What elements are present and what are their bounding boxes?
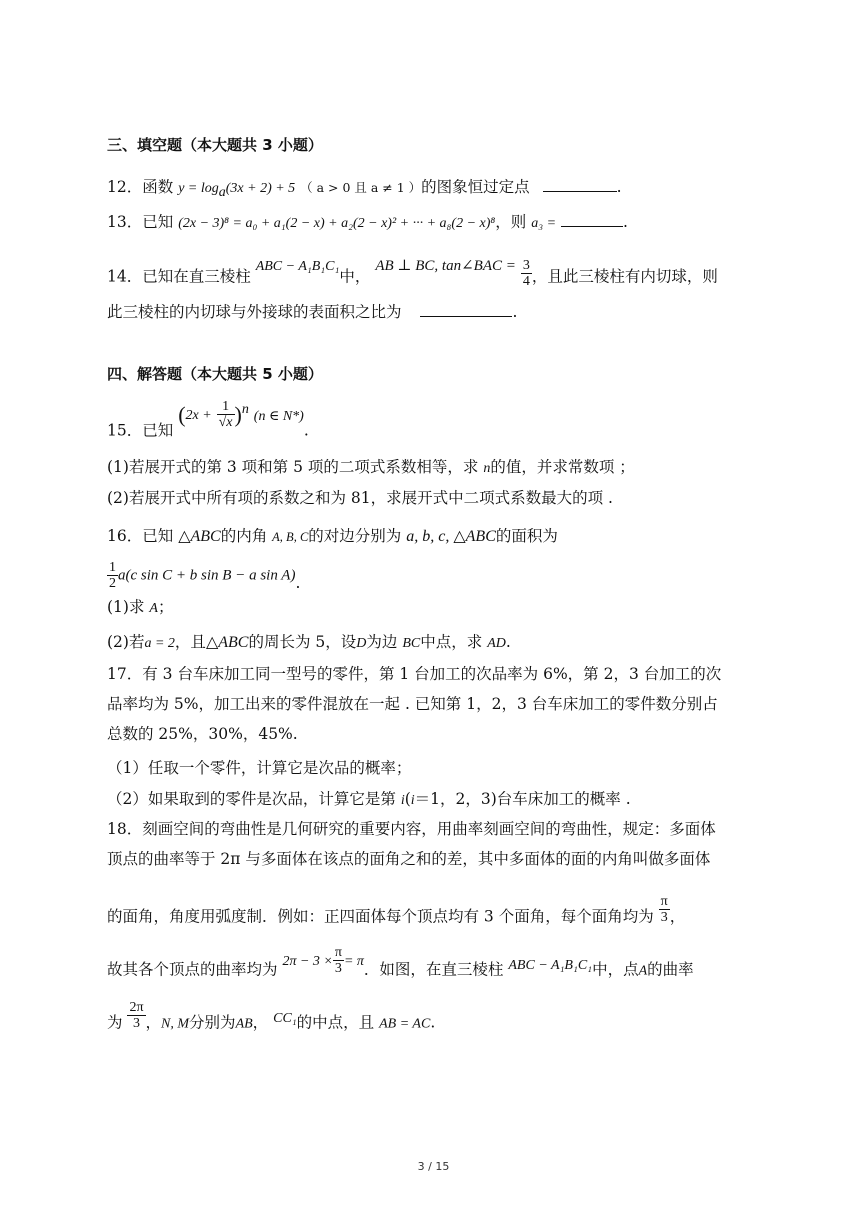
question-number: 16． — [107, 527, 143, 545]
q18-pi-over-3: $\frac{\pi}{3}$ — [660, 894, 668, 925]
q13-pre: 已知 — [142, 213, 174, 231]
page-number: 3 / 15 — [417, 1160, 450, 1173]
q14-mid: 中， — [339, 267, 371, 286]
q13-target: a₃ = — [531, 216, 557, 231]
section-heading-fill-blank: 三、填空题（本大题共 3 小题） — [107, 136, 323, 154]
question-number: 14． — [107, 267, 143, 286]
q17-line3: 总数的 25%，30%，45%. — [107, 725, 298, 743]
q14-end: . — [512, 303, 518, 321]
q18-line4: 故其各个顶点的曲率均为 2π − 3 × $\frac{\pi}{3}$ = π．如图，在直三棱柱 ABC − A₁B₁C₁中，点A的曲率 — [107, 945, 694, 979]
q12-post: 的图象恒过定点 — [421, 178, 530, 196]
question-number: 15． — [107, 421, 143, 440]
q15-condition: (n ∈ N*) — [253, 408, 304, 424]
q17-line2: 品率均为 5%，加工出来的零件混放在一起 . 已知第 1，2，3 台车床加工的零件数分别占 — [107, 695, 718, 713]
q12-condition: （ a > 0 且 a ≠ 1 ） — [300, 180, 422, 195]
q14-pre: 已知在直三棱柱 — [142, 267, 251, 286]
q14-fraction: $\frac{3}{4}$ — [522, 258, 530, 289]
q17-line1: 17．有 3 台车床加工同一型号的零件，第 1 台加工的次品率为 6%，第 2，3 台加工的次 — [107, 665, 722, 683]
q14-condition: AB ⊥ BC, tan∠BAC = — [375, 257, 516, 274]
q15-end: . — [303, 421, 309, 440]
question-14 — [107, 257, 718, 293]
q12-formula: y = log — [178, 181, 219, 196]
q18-2pi-over-3: $\frac{2\pi}{3}$ — [129, 1000, 144, 1031]
q12-end: . — [616, 178, 622, 196]
question-15: 15．已知 (2x + $\frac{1}{√x}$ )$^n$ (n ∈ N*). — [107, 399, 309, 440]
q15-pre: 已知 — [142, 421, 174, 440]
q15-expr: 2x + — [185, 407, 212, 423]
q17-part2: （2）如果取到的零件是次品，计算它是第 i(i＝1，2，3)台车床加工的概率 . — [107, 790, 631, 808]
question-16: 16．已知 △ABC的内角 A, B, C的对边分别为 a, b, c, △ABC的面积为 — [107, 527, 558, 545]
q18-line3: 的面角，角度用弧度制．例如：正四面体每个顶点均有 3 个面角，每个面角均为 $\frac{\pi}{3}$ ， — [107, 894, 686, 926]
answer-blank[interactable] — [420, 302, 512, 317]
answer-blank[interactable] — [543, 177, 617, 192]
q18-line1: 18．刻画空间的弯曲性是几何研究的重要内容，用曲率刻画空间的弯曲性，规定：多面体 — [107, 820, 716, 838]
question-14-line2 — [107, 302, 517, 322]
q16-part1: (1)求 A； — [107, 598, 174, 616]
section-heading-solve: 四、解答题（本大题共 5 小题） — [107, 365, 323, 383]
q13-mid: ，则 — [495, 213, 527, 231]
q18-line2: 顶点的曲率等于 2π 与多面体在该点的面角之和的差，其中多面体的面的内角叫做多面体 — [107, 850, 711, 868]
q18-line5: 为 $\frac{2\pi}{3}$ ，N, M分别为AB， CC₁的中点，且 AB = AC. — [107, 1000, 436, 1032]
q15-part2: (2)若展开式中所有项的系数之和为 81，求展开式中二项式系数最大的项 . — [107, 489, 613, 507]
q16-part2: (2)若a = 2，且△ABC的周长为 5，设D为边 BC中点，求 AD. — [107, 633, 511, 651]
question-12: 12．函数 $y = \log_a(3x + 2) + 5$ （ a > 0 且 a ≠ 1 ）的图象恒过定点 . — [107, 178, 622, 201]
question-13 — [107, 212, 628, 234]
answer-blank[interactable] — [561, 212, 623, 227]
question-number: 12． — [107, 178, 143, 196]
q14-post: ，且此三棱柱有内切球，则 — [531, 267, 718, 286]
q14-line2: 此三棱柱的内切球与外接球的表面积之比为 — [107, 303, 402, 321]
q13-end: . — [622, 213, 628, 231]
q12-formula-tail: (3x + 2) + 5 — [225, 181, 296, 196]
q15-fraction: $\frac{1}{√x}$ — [218, 399, 233, 430]
q15-exponent: n — [241, 402, 249, 418]
q15-part1: (1)若展开式的第 3 项和第 5 项的二项式系数相等，求 n的值，并求常数项 ； — [107, 458, 635, 476]
q16-half-fraction: $\frac{1}{2}$ — [109, 560, 116, 591]
q14-prism: ABC − A₁B₁C₁ — [255, 258, 340, 274]
q17-part1: （1）任取一个零件，计算它是次品的概率； — [107, 759, 412, 777]
q18-curvature-fraction: $\frac{\pi}{3}$ — [334, 945, 342, 976]
q16-area-expression: $\frac{1}{2}$ a(c sin C + b sin B − a sin A). — [109, 560, 301, 592]
q12-pre: 函数 — [142, 178, 174, 196]
q13-formula: (2x − 3)⁸ = a₀ + a₁(2 − x) + a₂(2 − x)² + ··· + a₈(2 − x)⁸ — [178, 216, 496, 231]
question-number: 13． — [107, 213, 143, 231]
